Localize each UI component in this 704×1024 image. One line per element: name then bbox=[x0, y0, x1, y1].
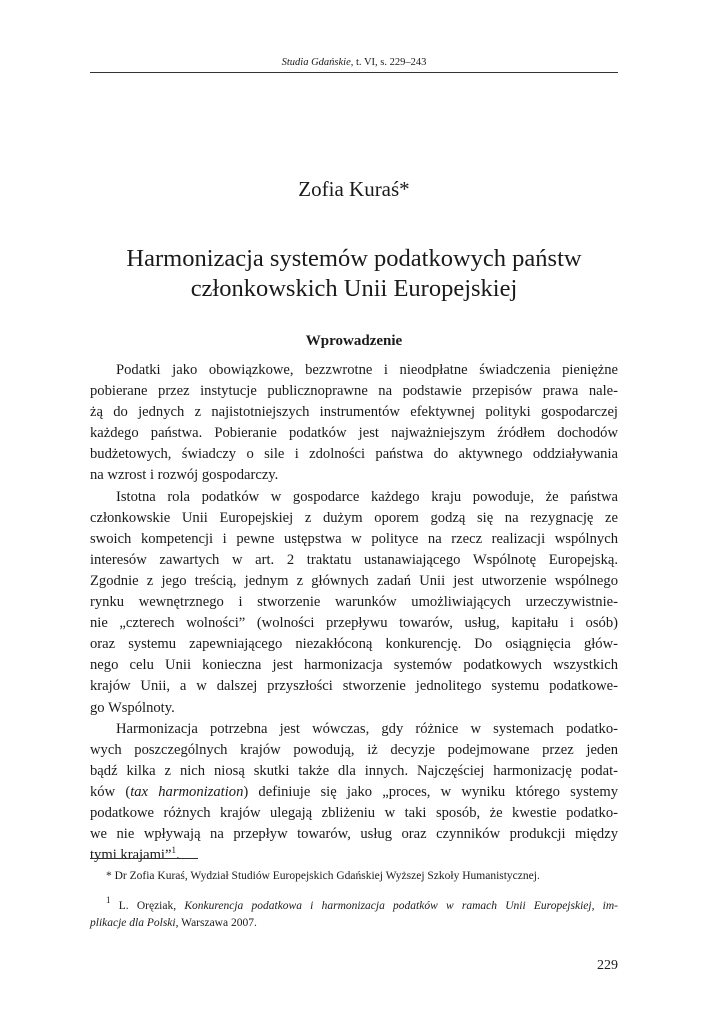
paragraph-1-line: żą do jednych z najistotniejszych instrumentów efektywnej polityki gospodarczej bbox=[90, 404, 618, 421]
paragraph-2-line: członkowskie Unii Europejskiej z dużym oporem godzą się na rezygnację ze bbox=[90, 509, 618, 526]
paragraph-2-line: krajów Unii, a w dalszej przyszłości stworzenie jednolitego systemu podatkowe- bbox=[90, 678, 618, 695]
text-run: tymi krajami” bbox=[90, 847, 172, 864]
paragraph-2-line: nie „czterech wolności” (wolności przepływu towarów, usług, kapitału i osób) bbox=[90, 615, 618, 632]
paragraph-1-line: budżetowych, świadczy o sile i zdolności państwa do aktywnego oddziaływania bbox=[90, 446, 618, 463]
paragraph-2-line: nego celu Unii konieczna jest harmonizacja systemów podatkowych wszystkich bbox=[90, 657, 618, 674]
italic-term: tax harmonization bbox=[130, 783, 244, 800]
paragraph-2-line: interesów zawartych w art. 2 traktatu ustanawiającego Wspólnotę Europejską. bbox=[90, 551, 618, 568]
title-line-2: członkowskich Unii Europejskiej bbox=[190, 275, 518, 302]
paragraph-3-line bbox=[90, 845, 618, 866]
paragraph-2-line: go Wspólnoty. bbox=[90, 699, 175, 716]
paragraph-3-line: podatkowe różnych krajów ulegają zbliżeniu w taki sposób, że kwestie podatko- bbox=[90, 804, 618, 821]
footnote-author-text: * Dr Zofia Kuraś, Wydział Studiów Europejskich Gdańskiej Wyższej Szkoły Humanistycznej. bbox=[106, 870, 540, 882]
paragraph-2-line: rynku wewnętrznego i stworzenie warunków umożliwiających urzeczywistnie- bbox=[90, 594, 618, 611]
paragraph-2-line: Zgodnie z jego treścią, jednym z głównych zadań Unii jest utworzenie wspólnego bbox=[90, 572, 618, 589]
text-run: ków ( bbox=[90, 783, 131, 800]
author-name: Zofia Kuraś* bbox=[298, 177, 410, 201]
footnote-1-line bbox=[90, 895, 618, 915]
header-rule bbox=[90, 72, 618, 73]
footnote-1 bbox=[90, 895, 618, 932]
journal-details: , t. VI, s. 229–243 bbox=[350, 57, 427, 68]
footnote-1-line bbox=[90, 915, 618, 932]
footnote-book-title: plikacje dla Polski bbox=[90, 917, 176, 929]
footnote-book-title: Konkurencja podatkowa i harmonizacja podatków w ramach Unii Europejskiej, im- bbox=[184, 900, 618, 912]
footnote-ref: 1 bbox=[171, 845, 176, 856]
footnote-author bbox=[90, 868, 618, 885]
article-title bbox=[90, 244, 618, 304]
footnote-marker: 1 bbox=[106, 895, 111, 905]
paragraph-1-line: Podatki jako obowiązkowe, bezzwrotne i nieodpłatne świadczenia pieniężne bbox=[116, 362, 618, 378]
journal-name: Studia Gdańskie bbox=[281, 57, 351, 68]
running-head bbox=[90, 56, 618, 70]
paragraph-3-line: wych poszczególnych krajów powodują, iż decyzje podejmowane przez jeden bbox=[90, 741, 618, 758]
footnote-publication: , Warszawa 2007. bbox=[175, 917, 257, 929]
paragraph-2-line: Istotna rola podatków w gospodarce każdego kraju powoduje, że państwa bbox=[116, 488, 618, 505]
paragraph-2-line: swoich kompetencji i pewne ustępstwa w polityce na rzecz realizacji wspólnych bbox=[90, 530, 618, 547]
paragraph-3-line: bądź kilka z nich niosą skutki także dla innych. Najczęściej harmonizację podat- bbox=[90, 762, 618, 779]
section-heading: Wprowadzenie bbox=[305, 333, 403, 349]
body-text bbox=[90, 360, 618, 866]
paragraph-3-line: Harmonizacja potrzebna jest wówczas, gdy różnice w systemach podatko- bbox=[116, 720, 618, 737]
footnote-rule bbox=[90, 858, 198, 859]
paragraph-2-line: oraz systemu zapewniającego niezakłóconą konkurencję. Do osiągnięcia głów- bbox=[90, 636, 618, 653]
page-number: 229 bbox=[597, 958, 618, 973]
paragraph-1-line: każdego państwa. Pobieranie podatków jest najważniejszym źródłem dochodów bbox=[90, 425, 618, 442]
paragraph-3-line bbox=[90, 782, 618, 803]
paragraph-1-line: pobierane przez instytucje publicznoprawne na podstawie przepisów prawa nale- bbox=[90, 383, 618, 400]
title-line-1: Harmonizacja systemów podatkowych państw bbox=[126, 245, 582, 272]
text-run: . bbox=[175, 847, 180, 864]
paragraph-1-line: na wzrost i rozwój gospodarczy. bbox=[90, 467, 279, 484]
paragraph-3-line: we nie wpływają na przepływ towarów, usług oraz czynników produkcji między bbox=[90, 826, 618, 843]
footnote-author-ref: L. Oręziak, bbox=[110, 900, 185, 912]
text-run: ) definiuje się jako „proces, w wyniku którego systemy bbox=[243, 783, 618, 800]
